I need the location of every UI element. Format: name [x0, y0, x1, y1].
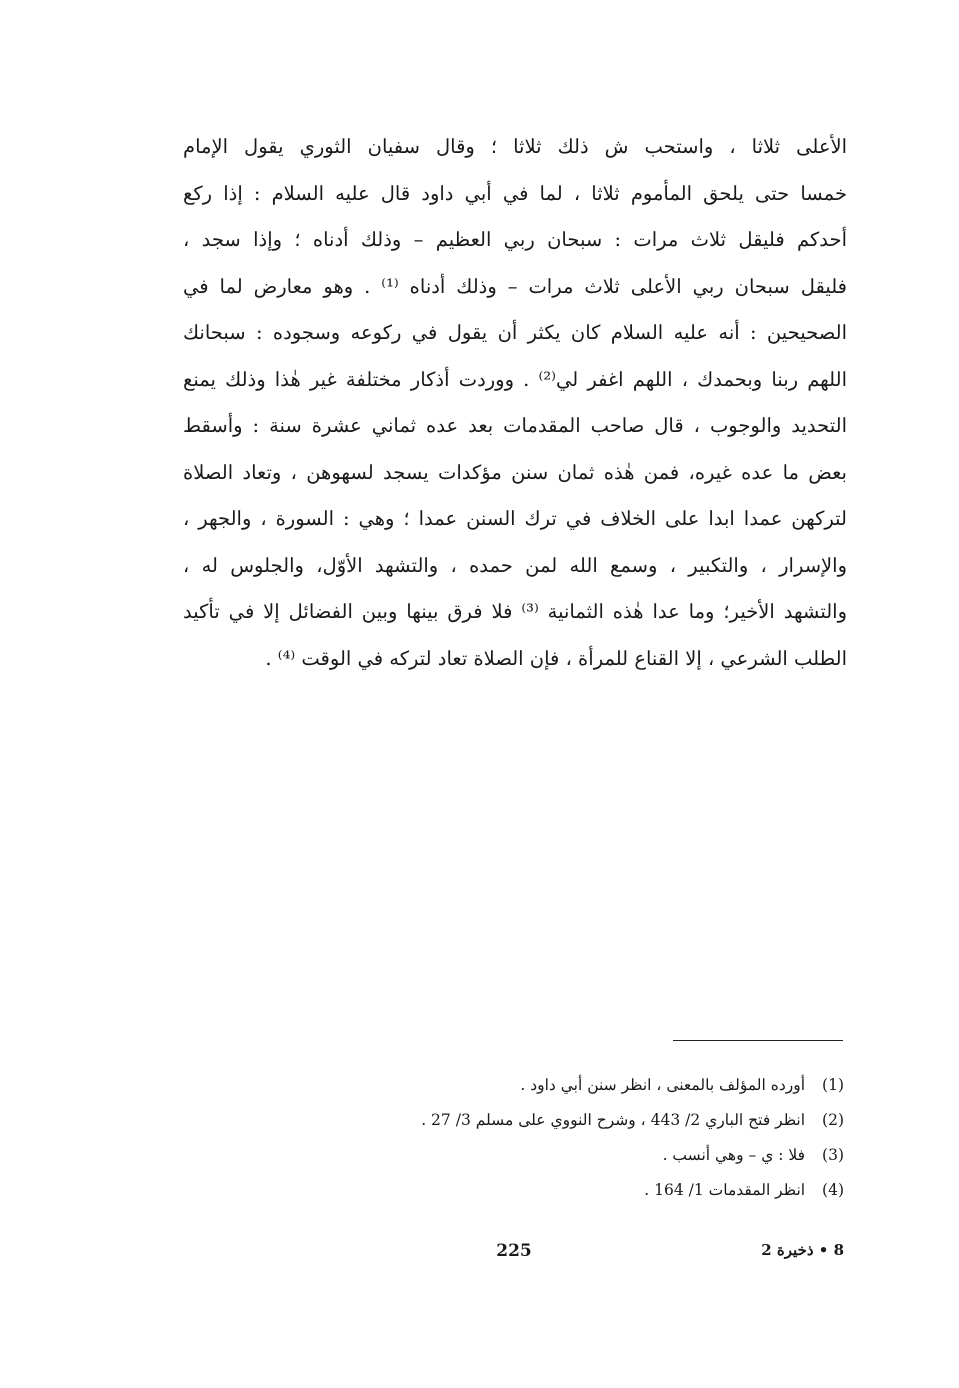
body-line-11: والتشهد الأخير؛ وما عدا هٰذه الثمانية ⁽³⁾ فلا فرق بينها وبين الفضائل إلا في تأكيد: [183, 600, 847, 623]
footnote-number: (2): [822, 1111, 844, 1129]
footnotes: [300, 1068, 844, 1208]
body-line-12: الطلب الشرعي ، إلا القناع للمرأة ، فإن الصلاة تعاد لتركه في الوقت ⁽⁴⁾ .: [265, 646, 847, 670]
body-line-10: والإسرار ، والتكبير ، وسمع الله لمن حمده ، والتشهد الأوّل، والجلوس له ،: [183, 553, 847, 577]
body-text: [183, 124, 847, 682]
footnote-4: [300, 1173, 844, 1208]
body-line-3: أحدكم فليقل ثلاث مرات : سبحان ربي العظيم – وذلك أدناه ؛ وإذا سجد ،: [183, 228, 847, 251]
footnote-3: [300, 1138, 844, 1173]
footnote-text: انظر المقدمات 1/ 164 .: [644, 1181, 806, 1199]
footnote-2: [300, 1103, 844, 1138]
footnote-text: فلا : ي – وهي أنسب .: [662, 1146, 806, 1164]
body-line-6: اللهم ربنا وبحمدك ، اللهم اغفر لي⁽²⁾ . ووردت أذكار مختلفة غير هٰذا وذلك يمنع: [183, 367, 847, 391]
footnote-text: أورده المؤلف بالمعنى ، انظر سنن أبي داود .: [520, 1076, 806, 1094]
footnote-text: انظر فتح الباري 2/ 443 ، وشرح النووي على مسلم 3/ 27 .: [421, 1111, 806, 1129]
footnote-number: (4): [822, 1181, 844, 1199]
body-line-4: فليقل سبحان ربي الأعلى ثلاث مرات – وذلك أدناه ⁽¹⁾ . وهو معارض لما في: [183, 274, 847, 298]
page-number: 225: [496, 1241, 532, 1261]
body-line-2: خمسا حتى يلحق المأموم ثلاثا ، لما في أبي داود قال عليه السلام : إذا ركع: [183, 181, 847, 205]
footnote-number: (3): [822, 1146, 844, 1164]
body-line-8: بعض ما عده غيره، فمن هٰذه ثمان سنن مؤكدات يسجد لسهوهن ، وتعاد الصلاة: [183, 460, 847, 484]
body-line-7: التحديد والوجوب ، قال صاحب المقدمات بعد عده ثماني عشرة سنة : وأسقط: [183, 414, 847, 437]
footnote-1: [300, 1068, 844, 1103]
body-line-5: الصحيحين : أنه عليه السلام كان يكثر أن يقول في ركوعه وسجوده : سبحانك: [183, 321, 847, 344]
footnote-divider: [673, 1040, 843, 1041]
signature-mark: 8 • ذخيرة 2: [761, 1241, 844, 1259]
footnote-number: (1): [822, 1076, 844, 1094]
body-line-9: لتركهن عمدا ابدا على الخلاف في ترك السنن عمدا ؛ وهي : السورة ، والجهر ،: [183, 507, 847, 530]
body-line-1: الأعلى ثلاثا ، واستحب ش ذلك ثلاثا ؛ وقال سفيان الثوري يقول الإمام: [183, 135, 847, 158]
